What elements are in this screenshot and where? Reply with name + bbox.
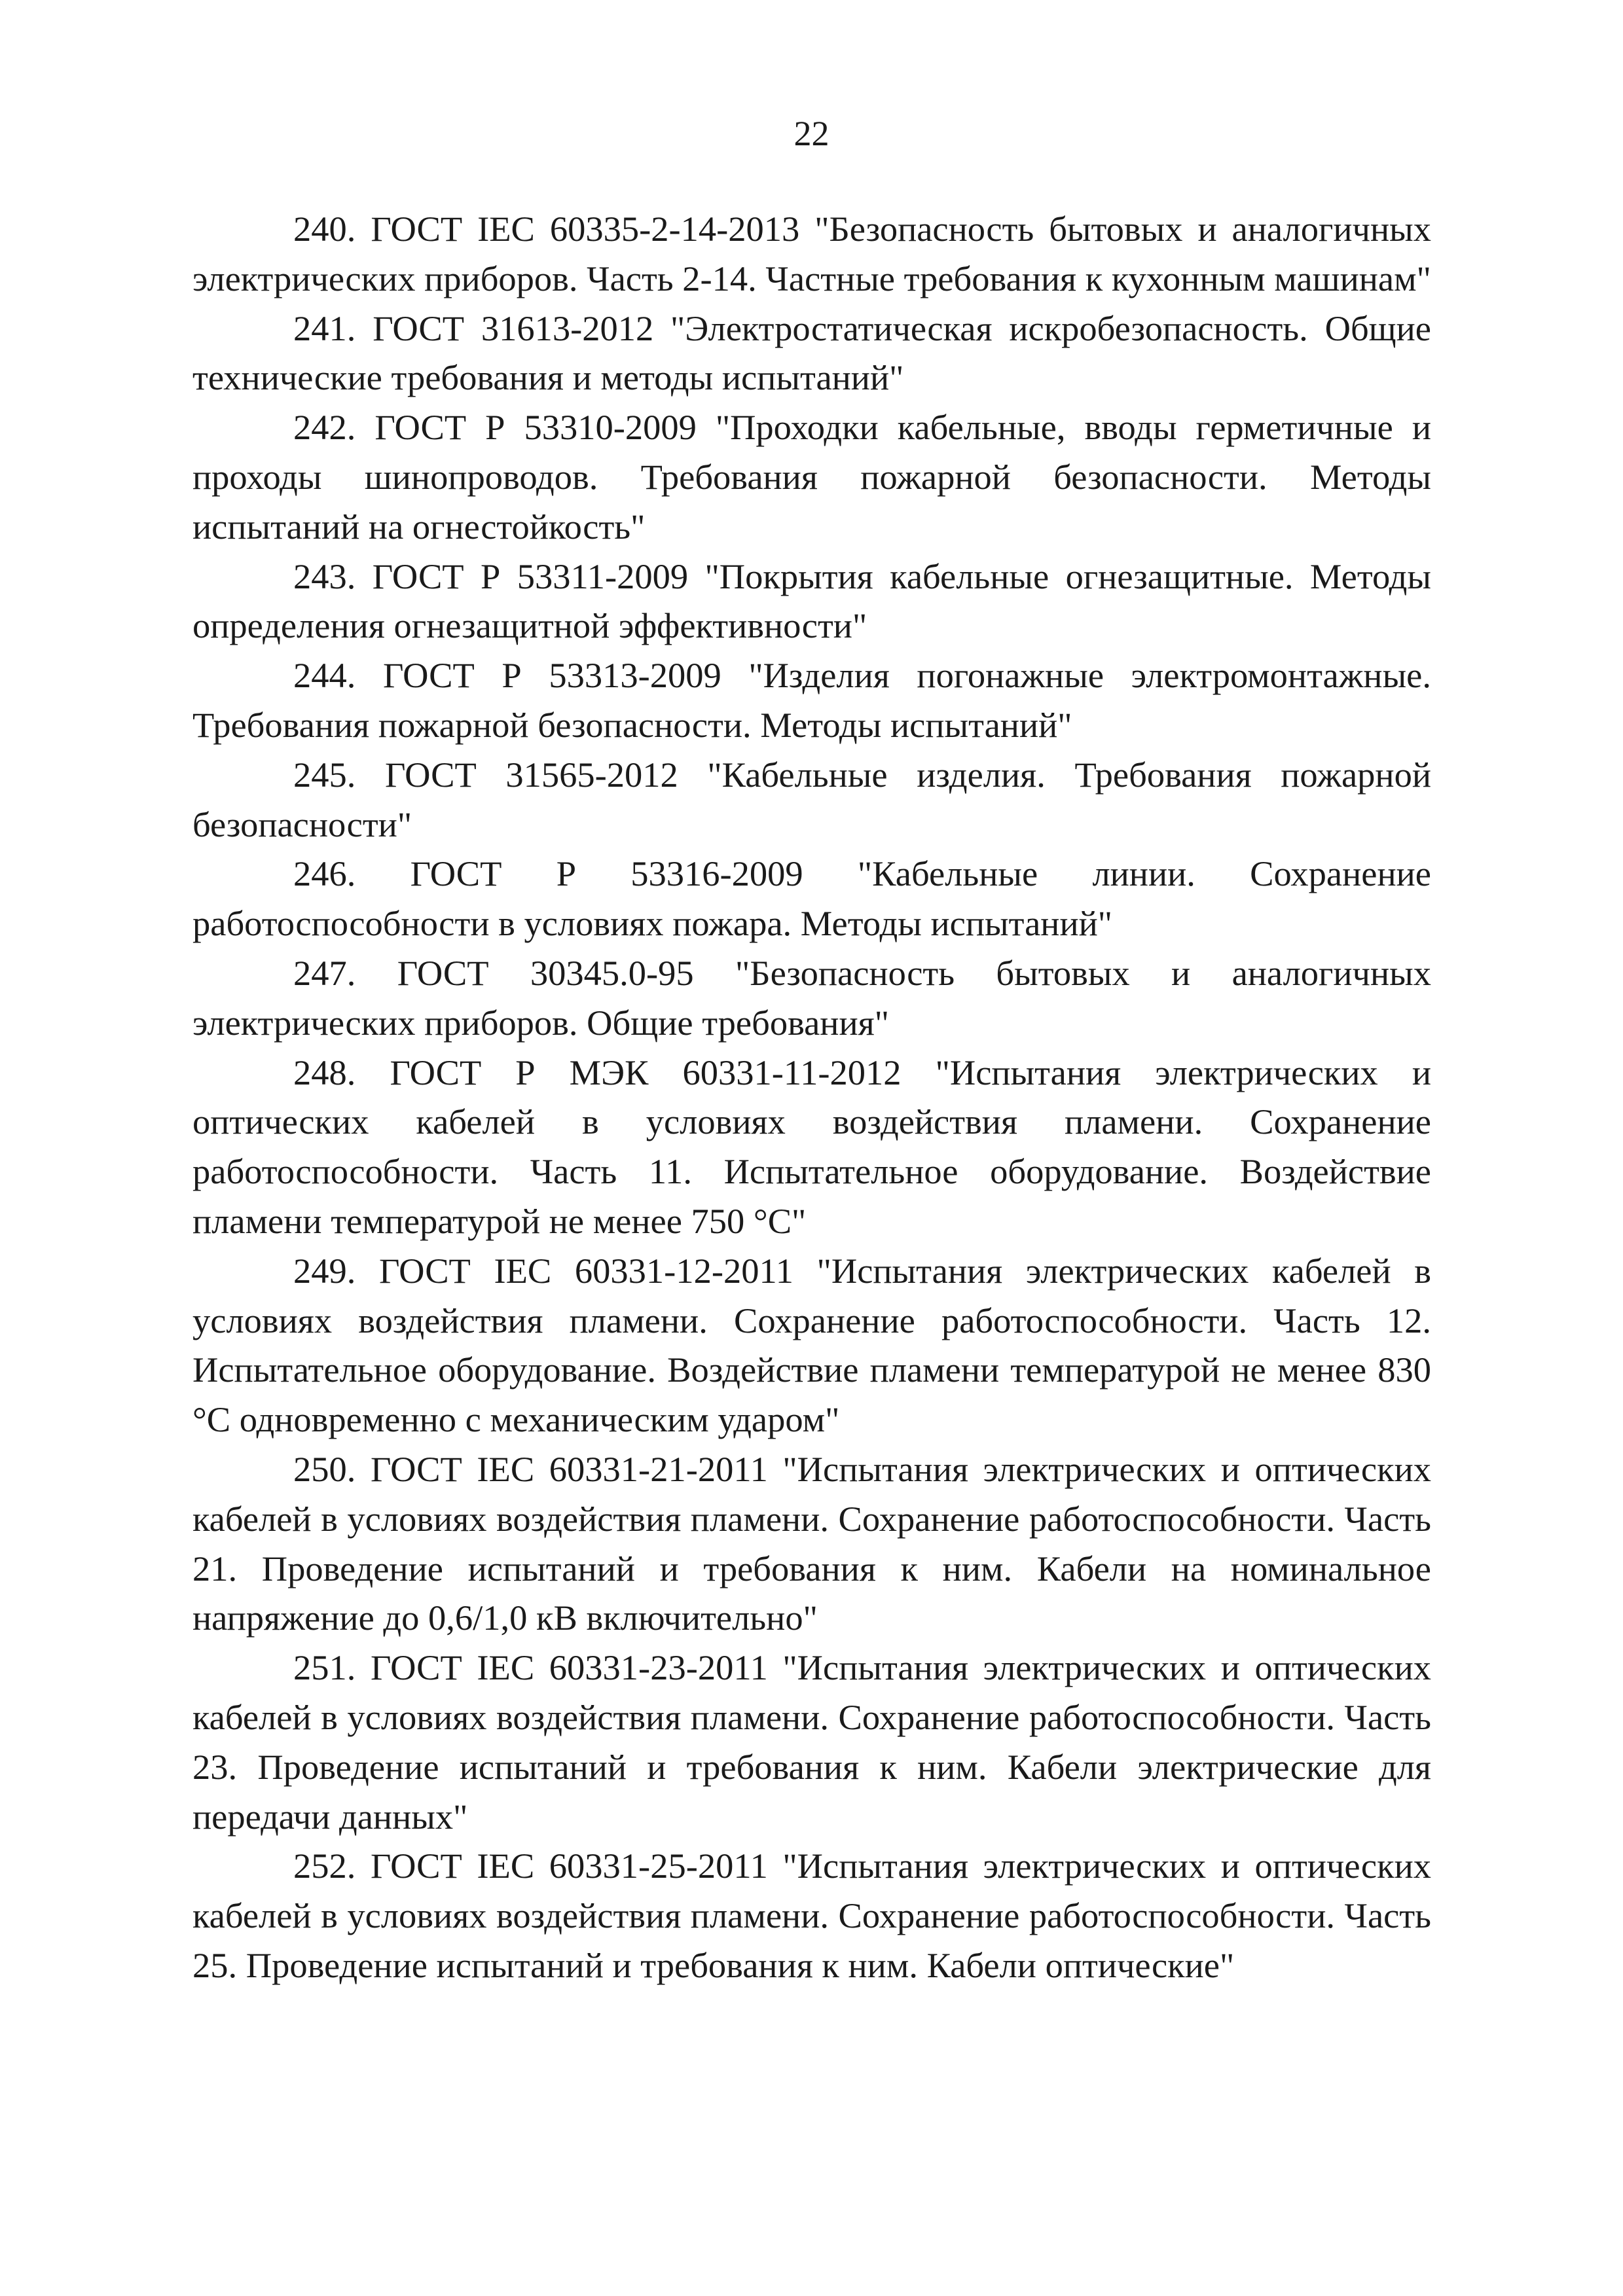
list-item xyxy=(192,849,1431,948)
item-text: ГОСТ 31613-2012 "Электростатическая искробезопасность. Общие технические требования и методы испытаний" xyxy=(192,308,1431,398)
list-item xyxy=(192,1444,1431,1643)
item-text: ГОСТ Р 53310-2009 "Проходки кабельные, вводы герметичные и проходы шинопроводов. Требования пожарной безопасности. Методы испытаний на огнестойкость" xyxy=(192,407,1431,547)
item-number: 241. xyxy=(293,308,356,348)
item-text: ГОСТ IEC 60331-12-2011 "Испытания электрических кабелей в условиях воздействия пламени. Сохранение работоспособности. Часть 12. Испытательное оборудование. Воздействие пламени температурой не менее 830 °С одновременно с механическим ударом" xyxy=(192,1250,1432,1440)
list-item xyxy=(192,304,1431,403)
item-number: 251. xyxy=(293,1647,356,1688)
item-number: 247. xyxy=(293,952,356,993)
item-text: ГОСТ IEC 60335-2-14-2013 "Безопасность бытовых и аналогичных электрических приборов. Часть 2-14. Частные требования к кухонным машинам" xyxy=(192,209,1431,298)
page-number: 22 xyxy=(793,114,830,153)
item-text: ГОСТ 30345.0-95 "Безопасность бытовых и аналогичных электрических приборов. Общие требования" xyxy=(192,952,1432,1043)
list-item xyxy=(192,1841,1431,1990)
item-number: 242. xyxy=(293,407,356,448)
standards-list xyxy=(192,204,1431,1990)
item-text: ГОСТ Р 53311-2009 "Покрытия кабельные огнезащитные. Методы определения огнезащитной эффективности" xyxy=(192,556,1431,646)
item-number: 245. xyxy=(293,754,356,795)
list-item xyxy=(192,948,1431,1048)
list-item xyxy=(192,204,1431,304)
list-item xyxy=(192,1048,1431,1246)
item-text: ГОСТ IEC 60331-23-2011 "Испытания электрических и оптических кабелей в условиях воздействия пламени. Сохранение работоспособности. Часть 23. Проведение испытаний и требования к ним. Кабели электрические для передачи данных" xyxy=(192,1647,1431,1837)
item-number: 240. xyxy=(293,209,356,249)
item-text: ГОСТ IEC 60331-21-2011 "Испытания электрических и оптических кабелей в условиях воздействия пламени. Сохранение работоспособности. Часть 21. Проведение испытаний и требования к ним. Кабели на номинальное напряжение до 0,6/1,0 кВ включительно" xyxy=(192,1448,1431,1638)
item-text: ГОСТ Р МЭК 60331-11-2012 "Испытания электрических и оптических кабелей в условиях воздействия пламени. Сохранение работоспособности. Часть 11. Испытательное оборудование. Воздействие пламени температурой не менее 750 °С" xyxy=(192,1052,1432,1241)
list-item xyxy=(192,651,1431,750)
item-text: ГОСТ IEC 60331-25-2011 "Испытания электрических и оптических кабелей в условиях воздействия пламени. Сохранение работоспособности. Часть 25. Проведение испытаний и требования к ним. Кабели оптические" xyxy=(192,1846,1431,1985)
item-number: 252. xyxy=(293,1846,356,1886)
item-text: ГОСТ 31565-2012 "Кабельные изделия. Требования пожарной безопасности" xyxy=(192,754,1431,844)
list-item xyxy=(192,552,1431,651)
item-text: ГОСТ Р 53313-2009 "Изделия погонажные электромонтажные. Требования пожарной безопасности. Методы испытаний" xyxy=(192,655,1432,745)
item-number: 243. xyxy=(293,556,356,596)
item-text: ГОСТ Р 53316-2009 "Кабельные линии. Сохранение работоспособности в условиях пожара. Методы испытаний" xyxy=(192,853,1431,944)
item-number: 246. xyxy=(293,853,356,894)
list-item xyxy=(192,1643,1431,1841)
item-number: 244. xyxy=(293,655,356,696)
list-item xyxy=(192,403,1431,551)
list-item xyxy=(192,750,1431,850)
item-number: 250. xyxy=(293,1448,356,1489)
list-item xyxy=(192,1246,1431,1444)
item-number: 248. xyxy=(293,1052,356,1092)
item-number: 249. xyxy=(293,1250,356,1291)
